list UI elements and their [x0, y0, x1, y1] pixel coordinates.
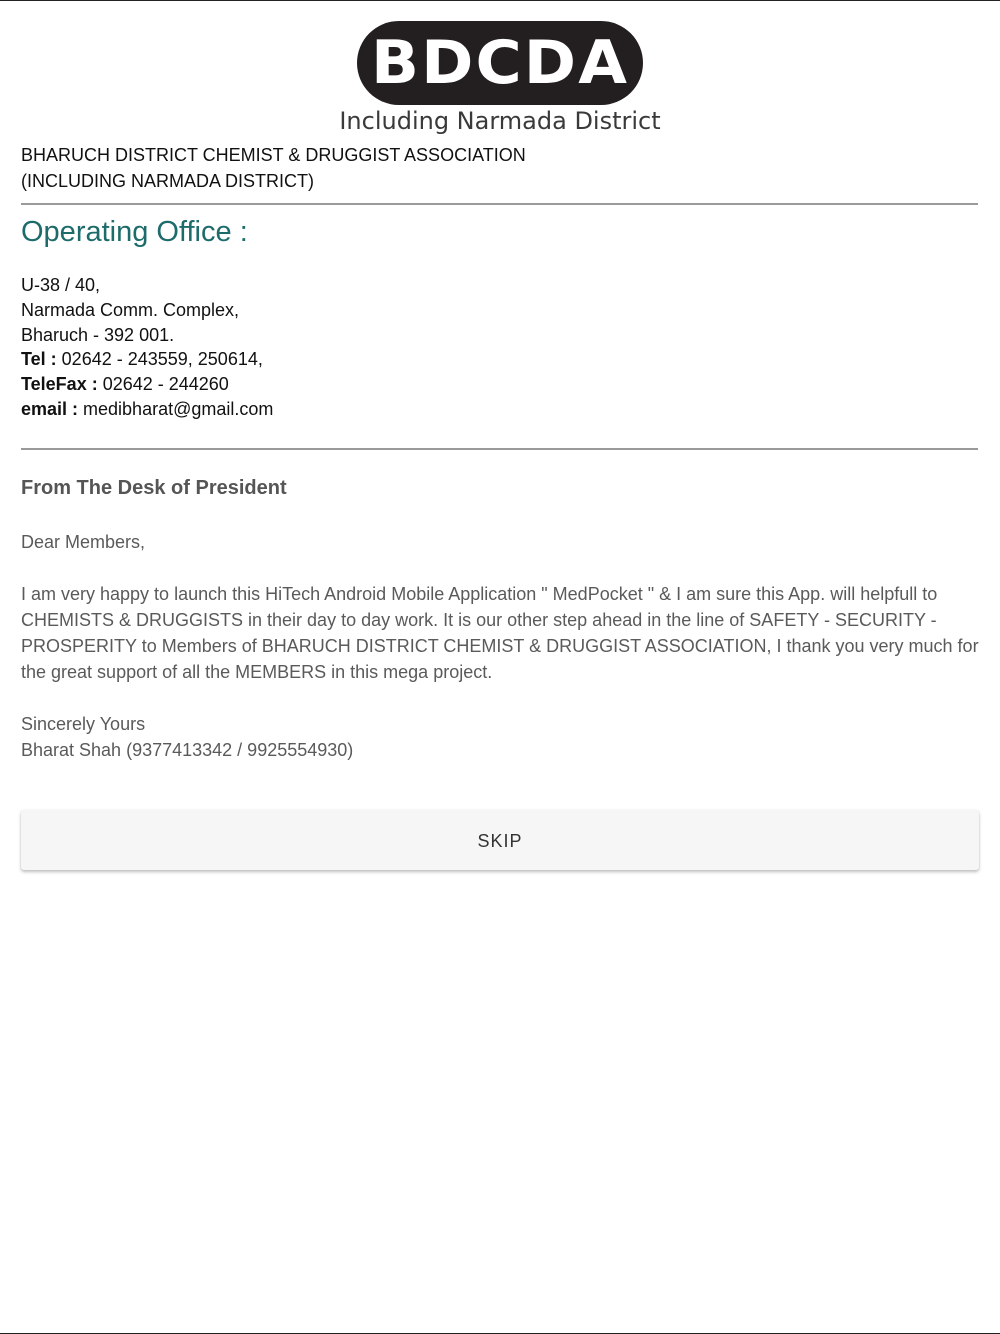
logo-subtitle: Including Narmada District: [339, 107, 661, 135]
letter-closing: Sincerely Yours: [21, 714, 146, 734]
divider: [21, 203, 978, 205]
address-line: Narmada Comm. Complex,: [21, 299, 240, 320]
letter-body: I am very happy to launch this HiTech Android Mobile Application " MedPocket " & I am sure this App. will helpfull to CHEMISTS & DRUGGISTS in their day to day work. It is our other step ahead in the line of SAFETY - SECURITY - PROSPERITY to Members of BHARUCH DISTRICT CHEMIST & DRUGGIST ASSOCIATION, I thank you very much for the great support of all the MEMBERS in this mega project.: [21, 584, 979, 682]
operating-office-heading: Operating Office :: [21, 216, 248, 248]
letter-greeting: Dear Members,: [21, 532, 146, 552]
tel-value: 02642 - 243559, 250614,: [56, 349, 263, 370]
letter-signature: Bharat Shah (9377413342 / 9925554930): [21, 740, 354, 760]
logo-mark: BDCDA: [370, 28, 630, 98]
telefax-row: [21, 372, 921, 397]
president-letter: [21, 529, 979, 763]
president-desk-heading: From The Desk of President: [21, 477, 287, 499]
email-value: medibharat@gmail.com: [78, 398, 274, 419]
tel-row: [21, 347, 921, 372]
telefax-value: 02642 - 244260: [97, 374, 229, 395]
address-line: Bharuch - 392 001.: [21, 324, 175, 345]
email-label: email :: [21, 398, 79, 419]
organization-name: [21, 142, 971, 194]
organization-name-line1: BHARUCH DISTRICT CHEMIST & DRUGGIST ASSOCIATION: [21, 145, 526, 165]
organization-name-line2: (INCLUDING NARMADA DISTRICT): [21, 171, 315, 191]
skip-button[interactable]: SKIP: [21, 810, 979, 870]
tel-label: Tel :: [21, 349, 57, 370]
address-line: U-38 / 40,: [21, 275, 101, 295]
email-row: [21, 397, 921, 422]
association-logo: [0, 21, 1000, 133]
telefax-label: TeleFax :: [21, 374, 98, 395]
office-address: [21, 273, 921, 422]
divider: [21, 448, 978, 450]
